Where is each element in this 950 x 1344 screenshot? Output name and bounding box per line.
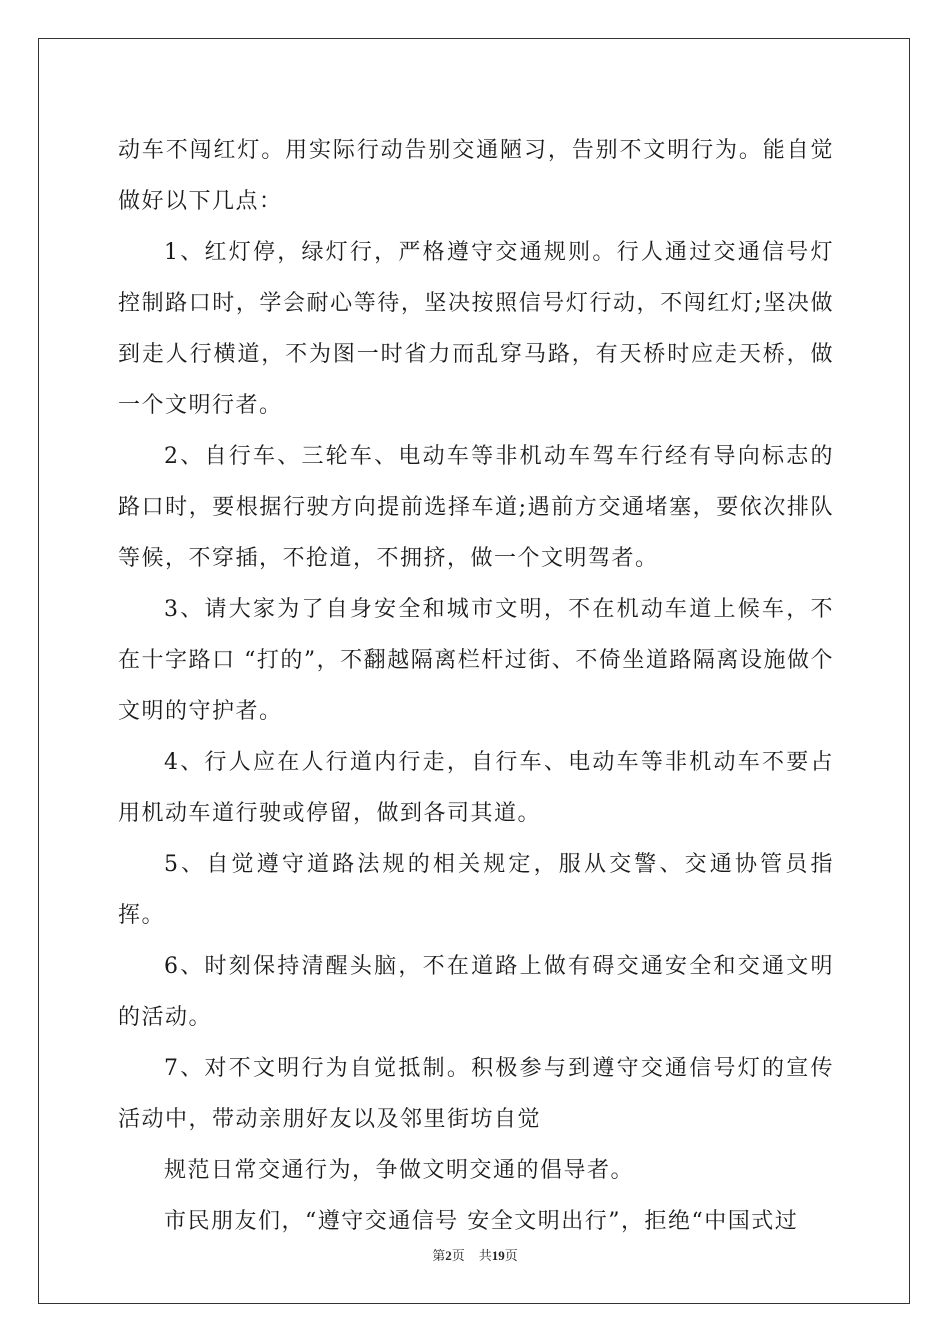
paragraph-item-3: 3、请大家为了自身安全和城市文明，不在机动车道上候车，不在十字路口 “打的”，不翻越隔离栏杆过街、不倚坐道路隔离设施做个文明的守护者。 — [118, 597, 834, 724]
paragraph-intro: 动车不闯红灯。用实际行动告别交通陋习，告别不文明行为。能自觉做好以下几点： — [118, 138, 834, 214]
paragraph-closing: 市民朋友们，“遵守交通信号 安全文明出行”，拒绝“中国式过 — [164, 1209, 799, 1234]
current-page-number: 2 — [445, 1248, 452, 1263]
page-footer — [0, 1247, 950, 1265]
paragraph-item-5: 5、自觉遵守道路法规的相关规定，服从交警、交通协管员指挥。 — [118, 852, 834, 928]
paragraph-item-4: 4、行人应在人行道内行走，自行车、电动车等非机动车不要占用机动车道行驶或停留，做到各司其道。 — [118, 750, 834, 826]
paragraph-item-7: 7、对不文明行为自觉抵制。积极参与到遵守交通信号灯的宣传活动中，带动亲朋好友以及邻里街坊自觉 — [118, 1056, 834, 1132]
paragraph-item-1: 1、红灯停，绿灯行，严格遵守交通规则。行人通过交通信号灯控制路口时，学会耐心等待，坚决按照信号灯行动，不闯红灯;坚决做到走人行横道，不为图一时省力而乱穿马路，有天桥时应走天桥，做一个文明行者。 — [118, 240, 834, 418]
paragraph-item-2: 2、自行车、三轮车、电动车等非机动车驾车行经有导向标志的路口时，要根据行驶方向提前选择车道;遇前方交通堵塞，要依次排队等候，不穿插，不抢道，不拥挤，做一个文明驾者。 — [118, 444, 834, 571]
total-page-count: 19 — [491, 1248, 505, 1263]
paragraph-item-7-continued: 规范日常交通行为，争做文明交通的倡导者。 — [164, 1158, 635, 1183]
paragraph-item-6: 6、时刻保持清醒头脑，不在道路上做有碍交通安全和交通文明的活动。 — [118, 954, 834, 1030]
total-pages-label: 共19页 — [478, 1248, 518, 1263]
page-number-label: 第2页 — [432, 1248, 465, 1263]
document-body — [118, 125, 834, 1247]
